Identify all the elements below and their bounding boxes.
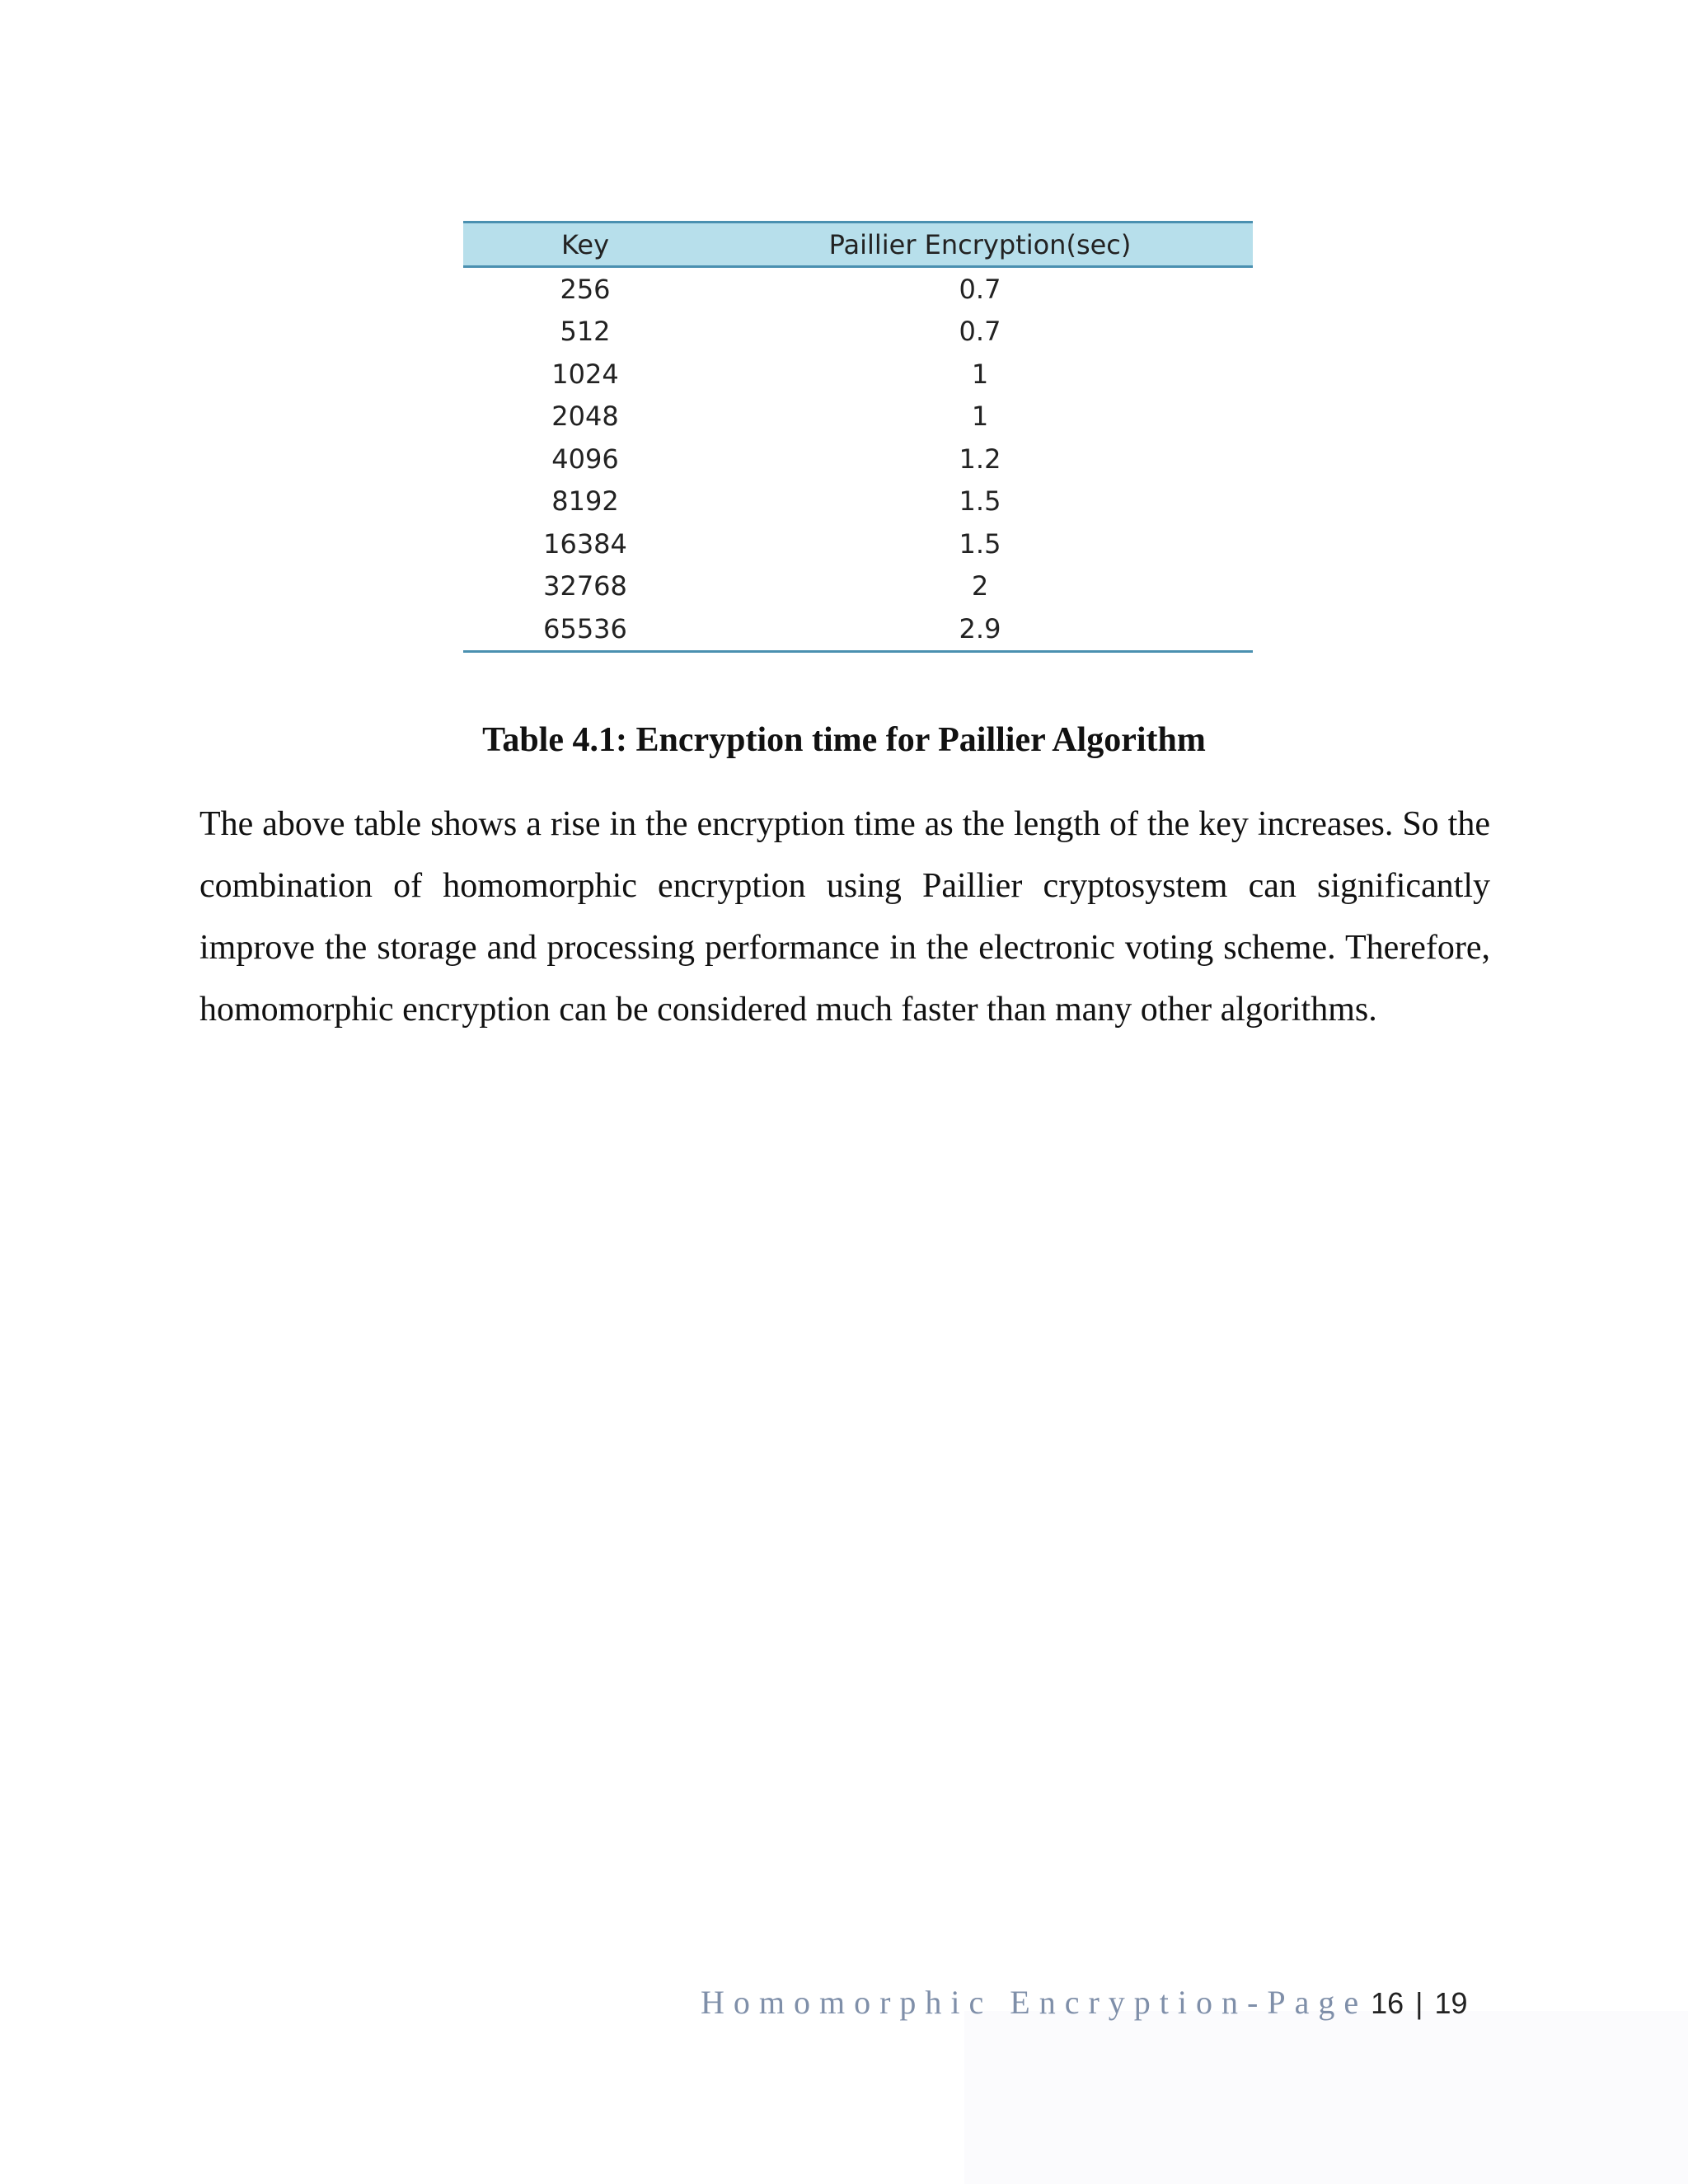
table-row <box>463 311 1253 354</box>
total-pages: 19 <box>1434 1986 1468 2020</box>
time-cell: 1.5 <box>959 485 1001 518</box>
key-cell: 2048 <box>551 401 619 433</box>
page-separator: | <box>1415 1986 1423 2020</box>
key-cell: 256 <box>560 273 611 305</box>
time-cell: 0.7 <box>959 273 1001 305</box>
table-row <box>463 607 1253 651</box>
time-cell: 1.2 <box>959 443 1001 475</box>
time-cell: 1.5 <box>959 527 1001 560</box>
table-row <box>463 480 1253 523</box>
table-row <box>463 523 1253 565</box>
table-row <box>463 267 1253 311</box>
body-paragraph: The above table shows a rise in the encryption time as the length of the key increases. So the combination of homomorphic encryption using Paillier cryptosystem can significantly improve the storage and processing performance in the electronic voting scheme. Therefore, homomorphic encryption can be considered much faster than many other algorithms. <box>199 805 1490 1029</box>
table-header-row <box>463 223 1253 267</box>
table-row <box>463 438 1253 480</box>
encryption-time-table <box>463 221 1253 653</box>
table-caption: Table 4.1: Encryption time for Paillier Algorithm <box>482 721 1206 759</box>
table-body <box>463 267 1253 652</box>
page-number: 16 <box>1371 1986 1404 2020</box>
table-row <box>463 396 1253 438</box>
key-cell: 1024 <box>551 358 619 390</box>
page-footer <box>701 1978 1468 2027</box>
time-cell: 2 <box>971 570 989 602</box>
key-cell: 32768 <box>543 570 627 602</box>
time-cell: 2.9 <box>707 607 1253 651</box>
time-cell: 0.7 <box>959 316 1001 348</box>
key-cell: 512 <box>560 316 611 348</box>
table-header <box>463 223 1253 267</box>
key-cell: 8192 <box>551 485 619 518</box>
header-encryption-time: Paillier Encryption(sec) <box>707 223 1253 267</box>
header-key: Key <box>463 223 707 267</box>
time-cell: 1 <box>971 401 989 433</box>
page-corner-shade <box>964 2011 1688 2184</box>
key-cell: 16384 <box>543 527 627 560</box>
table-row <box>463 565 1253 608</box>
footer-label: Homomorphic Encryption-Page <box>701 1984 1368 2021</box>
key-cell: 4096 <box>551 443 619 475</box>
table-row <box>463 353 1253 396</box>
key-cell: 65536 <box>463 607 707 651</box>
time-cell: 1 <box>971 358 989 390</box>
